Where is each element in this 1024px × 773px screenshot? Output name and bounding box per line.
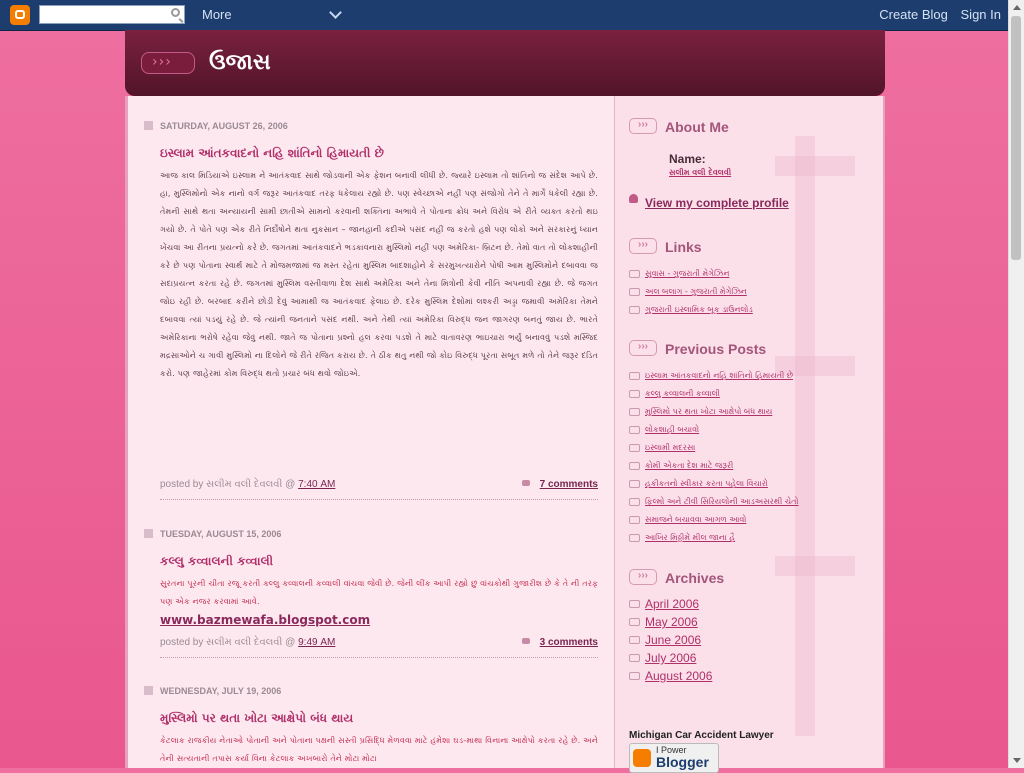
post-date: SATURDAY, AUGUST 26, 2006 bbox=[144, 120, 598, 132]
post-date: TUESDAY, AUGUST 15, 2006 bbox=[144, 528, 598, 540]
post-external-link[interactable]: www.bazmewafa.blogspot.com bbox=[160, 613, 371, 627]
badge-top-text: I Power bbox=[656, 745, 687, 755]
header-arrow-icon bbox=[141, 52, 195, 74]
blog-post bbox=[144, 528, 598, 658]
post-author: posted by સલીમ વલી દેવલવી @ bbox=[160, 637, 296, 648]
about-me-heading: ››› About Me bbox=[629, 118, 879, 136]
archives-widget bbox=[629, 569, 879, 685]
post-footer bbox=[160, 479, 598, 500]
about-me-widget bbox=[629, 118, 879, 211]
content-area bbox=[125, 96, 885, 768]
comments-link[interactable]: 7 comments bbox=[539, 479, 598, 490]
previous-posts-heading: ››› Previous Posts bbox=[629, 340, 879, 358]
archive-link[interactable]: July 2006 bbox=[629, 649, 879, 667]
page-scrollbar[interactable] bbox=[1008, 0, 1024, 768]
blogger-navbar bbox=[0, 0, 1008, 31]
more-menu-button[interactable]: More bbox=[202, 7, 232, 22]
archive-link[interactable]: June 2006 bbox=[629, 631, 879, 649]
post-body: કેટલાક રાજકીય નેતાઓ પોતાની અને પોતાના પક્ષની સસ્તી પ્રસિદ્ધિ મેળવવા માટે હંમેશા ઘડ-માથા વિનાના આક્ષેપો કરતા રહે છે. અને તેની સત્યતાની તપાસ કર્યા વિના કેટલાક અખબારો તેને મોટા મોટા bbox=[160, 736, 598, 763]
post-footer bbox=[160, 637, 598, 658]
blogger-logo-icon[interactable] bbox=[10, 5, 30, 25]
post-date: WEDNESDAY, JULY 19, 2006 bbox=[144, 685, 598, 697]
sidebar-link[interactable]: અલ બલાગ - ગુજરાતી મેગેઝિન bbox=[629, 286, 879, 297]
search-icon[interactable] bbox=[171, 8, 180, 17]
archive-link[interactable]: May 2006 bbox=[629, 613, 879, 631]
chevron-down-icon[interactable] bbox=[329, 6, 342, 19]
profile-icon bbox=[629, 194, 638, 203]
view-profile-link[interactable]: View my complete profile bbox=[645, 196, 789, 210]
archive-link[interactable]: August 2006 bbox=[629, 667, 879, 685]
scroll-up-arrow-icon[interactable] bbox=[1013, 5, 1021, 10]
sign-in-link[interactable]: Sign In bbox=[960, 7, 1001, 22]
michigan-text[interactable]: Michigan Car Accident Lawyer bbox=[629, 730, 774, 741]
previous-post-link[interactable]: કલ્લુ કવ્વાલની કવ્વાલી bbox=[629, 388, 879, 399]
blog-post bbox=[144, 120, 598, 500]
post-time-link[interactable]: 7:40 AM bbox=[298, 479, 336, 490]
archive-link[interactable]: April 2006 bbox=[629, 595, 879, 613]
previous-post-link[interactable]: લોકશાહી બચાવો bbox=[629, 424, 879, 435]
post-title[interactable]: કલ્લુ કવ્વાલની કવ્વાલી bbox=[160, 554, 274, 568]
sidebar-link[interactable]: સુવાસ - ગુજરાતી મેગેઝિન bbox=[629, 268, 879, 279]
links-widget bbox=[629, 238, 879, 322]
post-body: સુરતના પૂરની ચીતા રજૂ કરતી કલ્લુ કવ્વાલની કવ્વાલી વાંચવા જેવી છે. જેની લીંક આપી રહ્યો છું વાંચકોથી ગુજારીશ છે કે તે ની તરફ પણ એક નજર કરવામાં આવે. bbox=[160, 579, 598, 606]
scrollbar-thumb[interactable] bbox=[1011, 16, 1021, 260]
comments-link[interactable]: 3 comments bbox=[539, 637, 598, 648]
post-author: posted by સલીમ વલી દેવલવી @ bbox=[160, 479, 296, 490]
comment-icon bbox=[522, 480, 530, 486]
blog-post bbox=[144, 685, 598, 768]
badge-bottom-text: Blogger bbox=[656, 754, 709, 770]
previous-post-link[interactable]: હકીકતનો સ્વીકાર કરતા પહેલા વિચારો bbox=[629, 478, 879, 489]
author-name-link[interactable]: સલીમ વલી દેવલવી bbox=[669, 168, 732, 177]
previous-post-link[interactable]: સમાજને બચાવવા આગળ આવો bbox=[629, 514, 879, 525]
blogger-badge-icon bbox=[633, 749, 651, 767]
archives-heading: ››› Archives bbox=[629, 569, 879, 587]
previous-post-link[interactable]: આખિર મિઠ્ઠીમેં મીલ જાના હૈ bbox=[629, 532, 879, 543]
post-title[interactable]: મુસ્લિમો પર થતા ખોટા આક્ષેપો બંધ થાય bbox=[160, 711, 354, 725]
search-input[interactable] bbox=[39, 5, 185, 24]
sidebar bbox=[615, 96, 883, 768]
create-blog-link[interactable]: Create Blog bbox=[879, 7, 948, 22]
name-label: Name: bbox=[669, 152, 706, 166]
previous-post-link[interactable]: ફિલ્મો અને ટીવી સિરિયલોની આડઅસરથી ચેતો bbox=[629, 496, 879, 507]
blog-title[interactable]: ઉજાસ bbox=[209, 50, 271, 75]
sidebar-link[interactable]: ગુજરાતી ઇસ્લામિક બૂક ડાઉનલોડ bbox=[629, 304, 879, 315]
post-body: આજ કાલ મિડિયાએ ઇસ્લામ ને આતંકવાદ સાથે જોડવાની એક ફેશન બનાવી લીધી છે. જ્યારે ઇસ્લામ તો શાંતિનો જ સંદેશ આપે છે. હા, મુસ્લિમોનો એક નાનો વર્ગ જરૂર આતંકવાદ તરફ ધકેલાય રહ્યો છે. પણ સ્વેચ્છાએ નહીં પણ સંજોગો તેને તે માર્ગે ધકેલી રહ્યા છે. તેમની સાથે થતા અન્યાયની સામી છાતીએ સામનો કરવાની શક્તિના અભાવે તે પોતાના ક્રોધ અને વિરોધ એ રીતે વ્યક્ત કરતો થઇ ગયો છે. તે પોતે પણ એક રીતે નિર્દોષોને થતા નુકસાન – જાનહાની કદીએ પસંદ નહીં જ કરતો હશે પણ લોકો અને સરકારનું ધ્યાન ખેંચવા આ રીતના પ્રયત્નો કરે છે. જગતમાં આતંકવાદને ભડકાવનારા મુસ્લિમો નહીં પણ અમેરિકા- બ્રિટન છે. તેમો વાત તો લોકશાહીની કરે છે પણ પોતાના સ્વાર્થ માટે તે મોજમજામાં જ મસ્ત રહેતા મુસ્લિમ બાદશાહોને કે સરમુખત્યારોને પોષી આમ મુસ્લિમોને દબાવવા જ સદાપ્રયત્ન કરતા રહે છે. જગતમાં મુસ્લિમ વસ્તીવાળા દેશ સાથે અમેરિકા અને તેના મિત્રોની કેવી નીતિ અપનાવી રહ્યા છે. જે જગત જોઇ રહી છે. બરબાદ કરીને છોડી દેવું આમાથી જ આતંકવાદ ફેલાઇ છે. દરેક મુસ્લિમ દેશોમાં લશ્કરી અડ્ડા જમાવી અમેરિકા તેમને દબાવવા ત્યાં પડયું રહે છે. જે ત્યાંની જનતાને પસંદ નથી. અને તેથી ત્યાં અમેરિકા વિરુદ્ધ જન જાગરણ બનતું જાય છે. ભારતે અમેરિકાના ભરોષે રહેવા જેવું નથી. જાતે જ પોતાના પ્રશ્નો હલ કરવા પડશે તે માટે વાતાવરણ ભાઇચારા ભર્યું બનાવવું પડશે મસ્જિદ મદ્રસાઓને ચ ગાવી મુસ્લિમો ના દિલોને જે રીતે રંજિત કરાય છે. તે ઠીક થતુ નથી જો કોઇ વિરુદ્ધ પૂરતા સબૂત મળે તો તેને જરૂર દંડિત કરો. પણ જાહેરમાં કોમ વિરુદ્ધ થતો પ્રચાર બંધ થવો જોઇએ. bbox=[160, 171, 598, 378]
post-time-link[interactable]: 9:49 AM bbox=[298, 637, 336, 648]
post-title[interactable]: ઇસ્લામ આંતકવાદનો નહિ શાંતિનો હિમાયતી છે bbox=[160, 146, 384, 160]
previous-post-link[interactable]: ઇસ્લામી મદરસા bbox=[629, 442, 879, 453]
blog-header bbox=[125, 30, 885, 96]
main-column bbox=[128, 96, 615, 768]
powered-by-blogger-badge[interactable] bbox=[629, 743, 719, 773]
comment-icon bbox=[522, 638, 530, 644]
links-heading: ››› Links bbox=[629, 238, 879, 256]
previous-post-link[interactable]: ઇસ્લામ આંતકવાદનો નહિ શાંતિનો હિમાયતી છે bbox=[629, 370, 879, 381]
scroll-down-arrow-icon[interactable] bbox=[1013, 758, 1021, 763]
previous-post-link[interactable]: મુસ્લિમો પર થતા ખોટા આક્ષેપો બંધ થાય bbox=[629, 406, 879, 417]
previous-posts-widget bbox=[629, 340, 879, 550]
previous-post-link[interactable]: કોમી એકતા દેશ માટે જરૂરી bbox=[629, 460, 879, 471]
